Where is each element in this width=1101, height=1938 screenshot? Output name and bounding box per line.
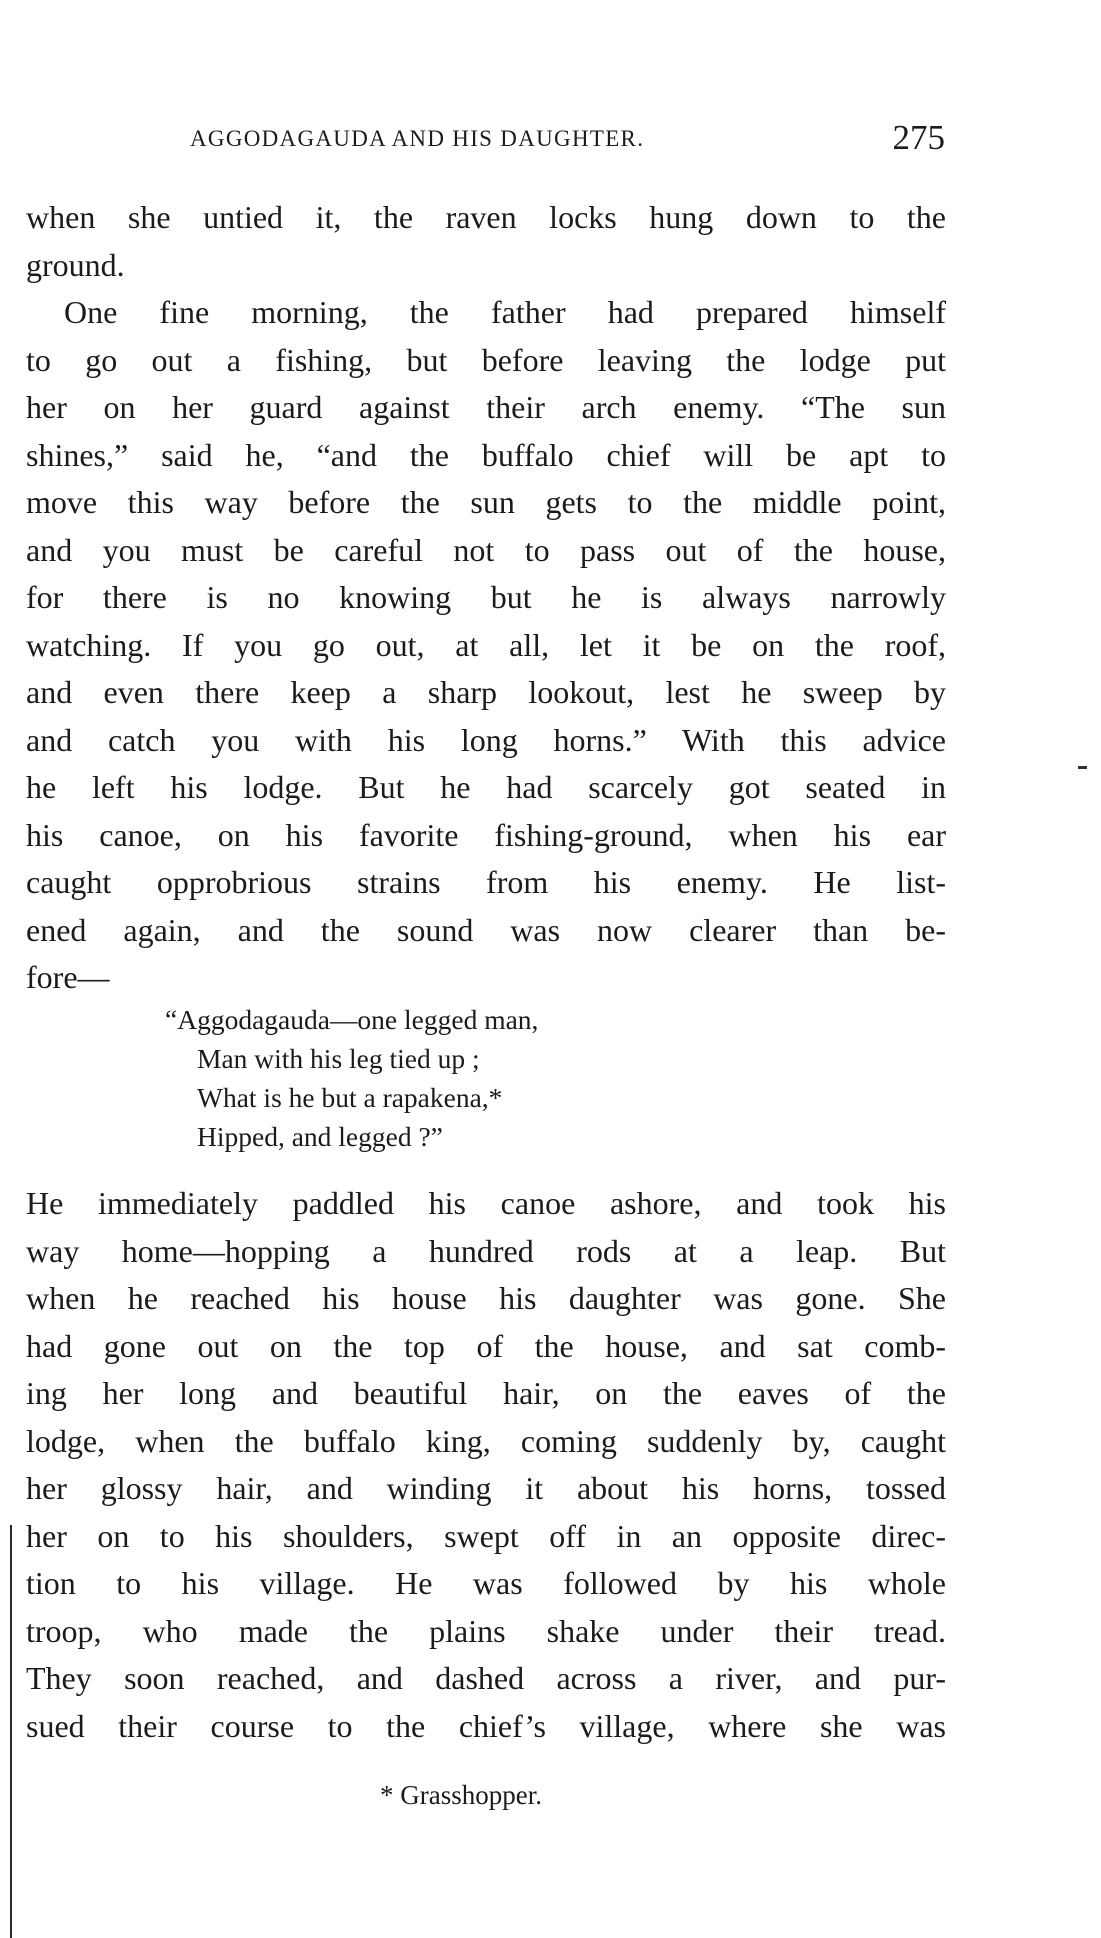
footnote: * Grasshopper. — [380, 1780, 542, 1810]
verse-line: “Aggodagauda—one legged man, — [165, 1004, 539, 1035]
text-line: ing her long and beautiful hair, on the eaves of the — [26, 1375, 946, 1411]
text-line: her on to his shoulders, swept off in an opposite direc- — [26, 1517, 946, 1554]
text-line: fore— — [26, 959, 110, 995]
binding-edge-line — [10, 1525, 12, 1938]
text-line: had gone out on the top of the house, and sat comb- — [26, 1327, 946, 1364]
text-line: watching. If you go out, at all, let it be on the roof, — [26, 626, 946, 663]
text-line: lodge, when the buffalo king, coming suddenly by, caught — [26, 1422, 946, 1459]
text-line: One fine morning, the father had prepared himself — [64, 294, 946, 330]
paragraph-3 — [26, 1180, 946, 1750]
text-line: his canoe, on his favorite fishing-ground, when his ear — [26, 816, 946, 853]
paragraph-1 — [26, 194, 946, 289]
text-line: for there is no knowing but he is always narrowly — [26, 579, 946, 615]
paragraph-2 — [26, 289, 946, 1002]
text-line: to go out a fishing, but before leaving the lodge put — [26, 341, 946, 378]
text-line: he left his lodge. But he had scarcely got seated in — [26, 769, 946, 805]
text-line: when he reached his house his daughter was gone. She — [26, 1280, 946, 1316]
verse-line: What is he but a rapakena,* — [197, 1082, 503, 1113]
running-head — [0, 118, 945, 162]
text-line: troop, who made the plains shake under their tread. — [26, 1612, 946, 1649]
text-line: her on her guard against their arch enemy. “The sun — [26, 389, 946, 425]
text-line: ground. — [26, 246, 125, 283]
text-line: They soon reached, and dashed across a river, and pur- — [26, 1660, 946, 1696]
text-line: and catch you with his long horns.” With this advice — [26, 721, 946, 758]
text-line: shines,” said he, “and the buffalo chief will be apt to — [26, 436, 946, 473]
text-line: sued their course to the chief’s village, where she was — [26, 1707, 946, 1744]
verse-block — [165, 1000, 538, 1156]
text-line: and even there keep a sharp lookout, lest he sweep by — [26, 674, 946, 710]
text-line: when she untied it, the raven locks hung down to the — [26, 199, 946, 235]
running-title: AGGODAGAUDA AND HIS DAUGHTER. — [190, 126, 645, 151]
verse-line: Man with his leg tied up ; — [197, 1043, 480, 1074]
text-line: ened again, and the sound was now clearer than be- — [26, 911, 946, 948]
page-number: 275 — [892, 118, 945, 157]
verse-line: Hipped, and legged ?” — [197, 1121, 443, 1152]
text-line: and you must be careful not to pass out of the house, — [26, 531, 946, 568]
text-line: tion to his village. He was followed by his whole — [26, 1565, 946, 1601]
text-line: He immediately paddled his canoe ashore, and took his — [26, 1185, 946, 1221]
text-line: move this way before the sun gets to the middle point, — [26, 484, 946, 520]
text-line: caught opprobrious strains from his enemy. He list- — [26, 864, 946, 900]
text-line: way home—hopping a hundred rods at a leap. But — [26, 1232, 946, 1269]
text-line: her glossy hair, and winding it about his horns, tossed — [26, 1470, 946, 1506]
margin-speck — [1078, 766, 1087, 769]
